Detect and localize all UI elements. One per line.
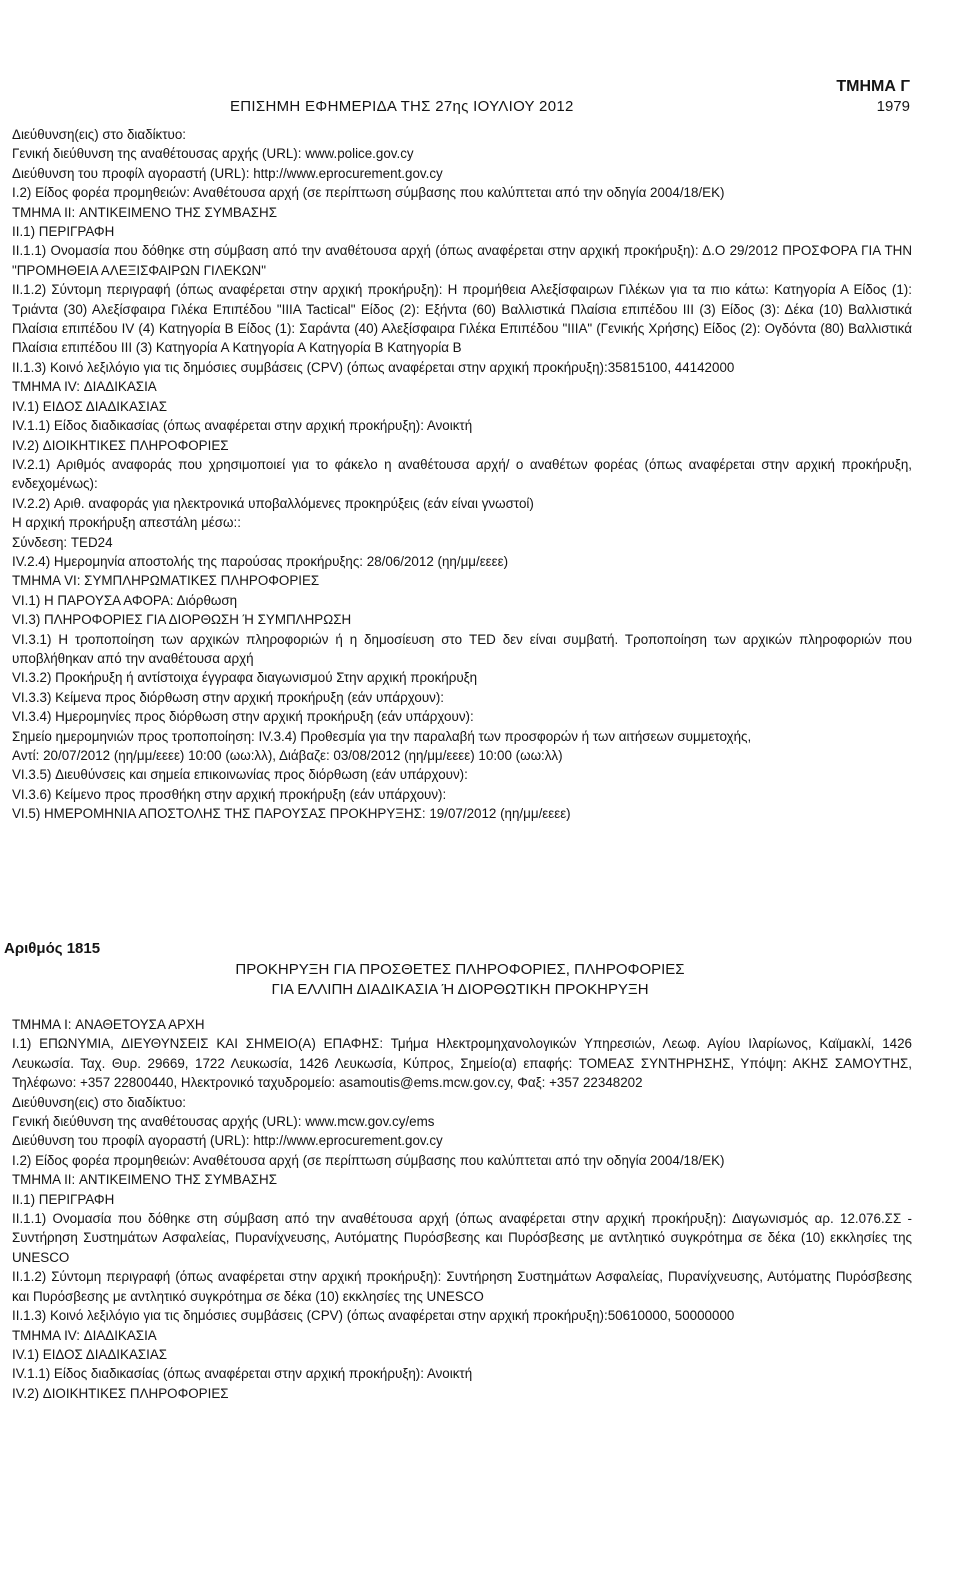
text-line: Η αρχική προκήρυξη απεστάλη μέσω:: [12, 515, 241, 531]
paragraph: II.1.1) Ονομασία που δόθηκε στη σύμβαση από την αναθέτουσα αρχή (όπως αναφέρεται στην αρχική προκήρυξη): Διαγωνισμός αρ. 12.076.ΣΣ - Συντήρηση Συστημάτων Ασφαλείας, Πυρανίχνευσης, Αυτόματης Πυρόσβεσης και Πυρόσβεσης με αντλητικό συγκρότημα σε δέκα (10) εκκλησίες της UNESCO [12, 1211, 912, 1265]
section-heading: ΤΜΗΜΑ II: ΑΝΤΙΚΕΙΜΕΝΟ ΤΗΣ ΣΥΜΒΑΣΗΣ [12, 204, 277, 220]
section-heading: ΤΜΗΜΑ IV: ΔΙΑΔΙΚΑΣΙΑ [12, 379, 157, 395]
text-line: IV.2) ΔΙΟΙΚΗΤΙΚΕΣ ΠΛΗΡΟΦΟΡΙΕΣ [12, 1385, 229, 1401]
paragraph: I.1) ΕΠΩΝΥΜΙΑ, ΔΙΕΥΘΥΝΣΕΙΣ ΚΑΙ ΣΗΜΕΙΟ(Α) ΕΠΑΦΗΣ: Τμήμα Ηλεκτρομηχανολογικών Υπηρεσιών, Λεωφ. Αγίου Ιλαρίωνος, Καϊμακλί, 1426 Λευκωσία. Ταχ. Θυρ. 29669, 1722 Λευκωσία, 1426 Λευκωσία, Κύπρος, Σημείο(α) επαφής: ΤΟΜΕΑΣ ΣΥΝΤΗΡΗΣΗΣ, Υπόψη: ΑΚΗΣ ΣΑΜΟΥΤΗΣ, Τηλέφωνο: +357 22800440, Ηλεκτρονικό ταχυδρομείο: asamoutis@ems.mcw.gov.cy, Φαξ: +357 22348202 [12, 1036, 912, 1091]
text-line: Διεύθυνση του προφίλ αγοραστή (URL): http://www.eprocurement.gov.cy [12, 165, 443, 181]
text-line: IV.1) ΕΙΔΟΣ ΔΙΑΔΙΚΑΣΙΑΣ [12, 1346, 168, 1362]
notice-1815-body [12, 1015, 912, 1403]
section-heading: ΤΜΗΜΑ IV: ΔΙΑΔΙΚΑΣΙΑ [12, 1327, 157, 1343]
text-line: VI.3) ΠΛΗΡΟΦΟΡΙΕΣ ΓΙΑ ΔΙΟΡΘΩΣΗ Ή ΣΥΜΠΛΗΡΩΣΗ [12, 612, 352, 628]
text-line: IV.1.1) Είδος διαδικασίας (όπως αναφέρεται στην αρχική προκήρυξη): Ανοικτή [12, 1366, 473, 1382]
text-line: VI.3.5) Διευθύνσεις και σημεία επικοινωνίας προς διόρθωση (εάν υπάρχουν): [12, 767, 468, 783]
text-line: II.1.3) Κοινό λεξιλόγιο για τις δημόσιες συμβάσεις (CPV) (όπως αναφέρεται στην αρχική προκήρυξη):35815100, 44142000 [12, 359, 735, 375]
previous-notice-continuation [12, 125, 912, 824]
text-line: Διεύθυνση(εις) στο διαδίκτυο: [12, 1094, 187, 1110]
page-header [0, 78, 960, 118]
text-line: VI.5) ΗΜΕΡΟΜΗΝΙΑ ΑΠΟΣΤΟΛΗΣ ΤΗΣ ΠΑΡΟΥΣΑΣ ΠΡΟΚΗΡΥΞΗΣ: 19/07/2012 (ηη/μμ/εεεε) [12, 806, 571, 822]
text-line: Αντί: 20/07/2012 (ηη/μμ/εεεε) 10:00 (ωω:λλ), Διάβαζε: 03/08/2012 (ηη/μμ/εεεε) 10:00 (ωω:λλ) [12, 748, 563, 763]
paragraph: Σημείο ημερομηνιών προς τροποποίηση: IV.3.4) Προθεσμία για την παραλαβή των προσφορών ή των αιτήσεων συμμετοχής, [12, 728, 752, 744]
paragraph: VI.3.1) Η τροποποίηση των αρχικών πληροφοριών ή η δημοσίευση στο TED δεν είναι συμβατή. Τροποποίηση των αρχικών πληροφοριών που υποβλήθηκαν από την αναθέτουσα αρχή [12, 631, 912, 666]
gazette-title: ΕΠΙΣΗΜΗ ΕΦΗΜΕΡΙΔΑ ΤΗΣ 27ης ΙΟΥΛΙΟΥ 2012 [230, 98, 574, 115]
text-line: II.1) ΠΕΡΙΓΡΑΦΗ [12, 1191, 115, 1207]
notice-title-line: ΓΙΑ ΕΛΛΙΠΗ ΔΙΑΔΙΚΑΣΙΑ Ή ΔΙΟΡΘΩΤΙΚΗ ΠΡΟΚΗΡΥΞΗ [271, 981, 649, 998]
text-line: Σύνδεση: TED24 [12, 534, 113, 550]
text-line: I.2) Είδος φορέα προμηθειών: Αναθέτουσα αρχή (σε περίπτωση σύμβασης που καλύπτεται από την οδηγία 2004/18/ΕΚ) [12, 1152, 725, 1168]
paragraph: II.1.2) Σύντομη περιγραφή (όπως αναφέρεται στην αρχική προκήρυξη): Συντήρηση Συστημάτων Ασφαλείας, Πυρανίχνευσης, Αυτόματης Πυρόσβεσης και Πυρόσβεσης με αντλητικό συγκρότημα σε δέκα (10) εκκλησίες της UNESCO [12, 1269, 912, 1304]
page-number: 1979 [876, 98, 910, 115]
text-line: IV.2.2) Αριθ. αναφοράς για ηλεκτρονικά υποβαλλόμενες προκηρύξεις (εάν είναι γνωστοί) [12, 495, 534, 511]
text-line: IV.2) ΔΙΟΙΚΗΤΙΚΕΣ ΠΛΗΡΟΦΟΡΙΕΣ [12, 437, 229, 453]
paragraph: IV.2.1) Αριθμός αναφοράς που χρησιμοποιεί για το φάκελο η αναθέτουσα αρχή/ ο αναθέτων φορέας (όπως αναφέρεται στην αρχική προκήρυξη, ενδεχομένως): [12, 456, 912, 492]
notice-number: Αριθμός 1815 [4, 940, 101, 957]
text-line: Διεύθυνση(εις) στο διαδίκτυο: [12, 127, 187, 142]
section-heading: ΤΜΗΜΑ II: ΑΝΤΙΚΕΙΜΕΝΟ ΤΗΣ ΣΥΜΒΑΣΗΣ [12, 1172, 277, 1188]
text-line: I.2) Είδος φορέα προμηθειών: Αναθέτουσα αρχή (σε περίπτωση σύμβασης που καλύπτεται από την οδηγία 2004/18/ΕΚ) [12, 185, 725, 201]
text-line: VI.3.3) Κείμενα προς διόρθωση στην αρχική προκήρυξη (εάν υπάρχουν): [12, 689, 445, 705]
section-label: ΤΜΗΜΑ Γ [836, 78, 910, 95]
text-line: Γενική διεύθυνση της αναθέτουσας αρχής (URL): www.mcw.gov.cy/ems [12, 1114, 435, 1130]
text-line: VI.1) Η ΠΑΡΟΥΣΑ ΑΦΟΡΑ: Διόρθωση [12, 592, 238, 608]
section-heading: ΤΜΗΜΑ I: ΑΝΑΘΕΤΟΥΣΑ ΑΡΧΗ [12, 1017, 205, 1032]
notice-title-line: ΠΡΟΚΗΡΥΞΗ ΓΙΑ ΠΡΟΣΘΕΤΕΣ ΠΛΗΡΟΦΟΡΙΕΣ, ΠΛΗΡΟΦΟΡΙΕΣ [235, 961, 685, 978]
text-line: Γενική διεύθυνση της αναθέτουσας αρχής (URL): www.police.gov.cy [12, 146, 414, 162]
notice-title [0, 960, 920, 1000]
text-line: VI.3.6) Κείμενο προς προσθήκη στην αρχική προκήρυξη (εάν υπάρχουν): [12, 786, 447, 802]
text-line: IV.1) ΕΙΔΟΣ ΔΙΑΔΙΚΑΣΙΑΣ [12, 398, 168, 414]
text-line: II.1.3) Κοινό λεξιλόγιο για τις δημόσιες συμβάσεις (CPV) (όπως αναφέρεται στην αρχική προκήρυξη):50610000, 50000000 [12, 1308, 735, 1324]
text-line: IV.1.1) Είδος διαδικασίας (όπως αναφέρεται στην αρχική προκήρυξη): Ανοικτή [12, 418, 473, 434]
text-line: II.1) ΠΕΡΙΓΡΑΦΗ [12, 224, 115, 240]
text-line: VI.3.2) Προκήρυξη ή αντίστοιχα έγγραφα διαγωνισμού Στην αρχική προκήρυξη [12, 670, 478, 686]
paragraph: II.1.2) Σύντομη περιγραφή (όπως αναφέρεται στην αρχική προκήρυξη): Η προμήθεια Αλεξίσφαιρων Γιλέκων για τα πιο κάτω: Κατηγορία Α Είδος (1): Τριάντα (30) Αλεξίσφαιρα Γιλέκα Επιπέδου "IIIA Tactical" Είδος (2): Εξήντα (60) Βαλλιστικά Πλαίσια επιπέδου III (3) Είδος (3): Δέκα (10) Βαλλιστικά Πλαίσια επιπέδου IV (4) Κατηγορία Β Είδος (1): Σαράντα (40) Αλεξίσφαιρα Γιλέκα Επιπέδου "IIIA" (Γενικής Χρήσης) Είδος (2): Ογδόντα (80) Βαλλιστικά Πλαίσια επιπέδου III (3) Κατηγορία Α Κατηγορία Α Κατηγορία Β Κατηγορία Β [12, 282, 912, 356]
paragraph: II.1.1) Ονομασία που δόθηκε στη σύμβαση από την αναθέτουσα αρχή (όπως αναφέρεται στην αρχική προκήρυξη): Δ.Ο 29/2012 ΠΡΟΣΦΟΡΑ ΓΙΑ ΤΗΝ "ΠΡΟΜΗΘΕΙΑ ΑΛΕΞΙΣΦΑΙΡΩΝ ΓΙΛΕΚΩΝ" [12, 243, 912, 278]
section-heading: ΤΜΗΜΑ VI: ΣΥΜΠΛΗΡΩΜΑΤΙΚΕΣ ΠΛΗΡΟΦΟΡΙΕΣ [12, 573, 320, 589]
text-line: VI.3.4) Ημερομηνίες προς διόρθωση στην αρχική προκήρυξη (εάν υπάρχουν): [12, 709, 474, 725]
text-line: IV.2.4) Ημερομηνία αποστολής της παρούσας προκήρυξης: 28/06/2012 (ηη/μμ/εεεε) [12, 553, 509, 569]
text-line: Διεύθυνση του προφίλ αγοραστή (URL): http://www.eprocurement.gov.cy [12, 1133, 443, 1149]
